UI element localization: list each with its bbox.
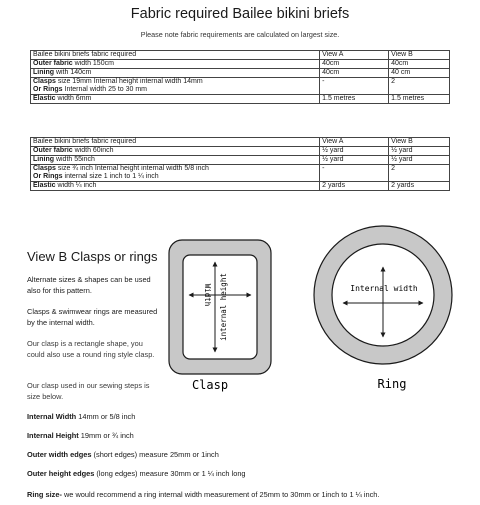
table-cell-view-b: ½ yard — [389, 147, 450, 156]
table-cell-item: Outer fabric width 60inch — [31, 147, 320, 156]
page-title: Fabric required Bailee bikini briefs — [130, 6, 350, 22]
table-header-cell: View A — [320, 138, 389, 147]
table-cell-item: Lining with 140cm — [31, 69, 320, 78]
table-cell-view-a: - — [320, 165, 389, 182]
table-header-row — [31, 138, 450, 147]
table-header-row — [31, 51, 450, 60]
section-title: View B Clasps or rings — [27, 249, 158, 264]
ring-label: Internal width — [350, 284, 418, 293]
table-cell-view-a: 2 yards — [320, 182, 389, 191]
table-cell-view-b: 1.5 metres — [389, 95, 450, 104]
table-cell-item: Clasps size ¾ inch Internal height internal width 5/8 inch Or Rings internal size 1 inch to 1 ¼ inch — [31, 165, 320, 182]
table-row — [31, 60, 450, 69]
paragraph-clasp-shape: Our clasp is a rectangle shape, you could also use a round ring style clasp. — [27, 339, 155, 359]
table-row — [31, 156, 450, 165]
table-cell-view-b: 2 — [389, 165, 450, 182]
table-cell-item: Elastic width ¼ inch — [31, 182, 320, 191]
table-row — [31, 78, 450, 95]
table-cell-view-b: 40 cm — [389, 69, 450, 78]
table-cell-item: Outer fabric width 150cm — [31, 60, 320, 69]
spec-ring-size: Ring size- we would recommend a ring internal width measurement of 25mm to 30mm or 1inch to 1 ¼ inch. — [27, 490, 380, 499]
spec-outer-width-edges: Outer width edges (short edges) measure 25mm or 1inch — [27, 450, 219, 459]
table-cell-view-a: 40cm — [320, 60, 389, 69]
ring-caption: Ring — [377, 377, 407, 391]
fabric-note: Please note fabric requirements are calculated on largest size. — [140, 30, 340, 39]
spec-internal-width: Internal Width 14mm or 5/8 inch — [27, 412, 136, 421]
table-cell-item: Elastic width 6mm — [31, 95, 320, 104]
clasp-ring-diagram — [165, 225, 460, 400]
paragraph-clasp-size: Our clasp used in our sewing steps is size below. — [27, 381, 150, 401]
paragraph-alternate-sizes: Alternate sizes & shapes can be used also for this pattern. — [27, 275, 151, 295]
ring-diagram — [314, 226, 452, 391]
table-cell-view-b: 40cm — [389, 60, 450, 69]
table-header-cell: View B — [389, 51, 450, 60]
clasp-height-label: internal height — [219, 273, 228, 341]
spec-internal-height: Internal Height 19mm or ¾ inch — [27, 431, 134, 440]
table-row — [31, 165, 450, 182]
table-cell-view-a: ½ yard — [320, 156, 389, 165]
table-row — [31, 69, 450, 78]
table-row — [31, 182, 450, 191]
table-cell-view-a: ½ yard — [320, 147, 389, 156]
fabric-table-metric — [30, 50, 450, 104]
table-cell-view-b: ½ yard — [389, 156, 450, 165]
table-header-cell: Bailee bikini briefs fabric required — [31, 51, 320, 60]
table-cell-item: Lining width 55inch — [31, 156, 320, 165]
table-header-cell: Bailee bikini briefs fabric required — [31, 138, 320, 147]
table-cell-view-a: - — [320, 78, 389, 95]
table-row — [31, 95, 450, 104]
table-header-cell: View A — [320, 51, 389, 60]
table-cell-view-a: 1.5 metres — [320, 95, 389, 104]
paragraph-measured-internal: Clasps & swimwear rings are measured by the internal width. — [27, 307, 158, 327]
table-row — [31, 147, 450, 156]
fabric-table-imperial — [30, 137, 450, 191]
table-cell-view-b: 2 yards — [389, 182, 450, 191]
table-cell-view-a: 40cm — [320, 69, 389, 78]
table-cell-item: Clasps size 19mm Internal height internal width 14mm Or Rings Internal width 25 to 30 mm — [31, 78, 320, 95]
clasp-width-label: Width — [203, 283, 212, 307]
table-header-cell: View B — [389, 138, 450, 147]
clasp-diagram — [169, 240, 271, 392]
table-cell-view-b: 2 — [389, 78, 450, 95]
clasp-caption: Clasp — [191, 378, 229, 392]
spec-outer-height-edges: Outer height edges (long edges) measure 30mm or 1 ¼ inch long — [27, 469, 246, 478]
